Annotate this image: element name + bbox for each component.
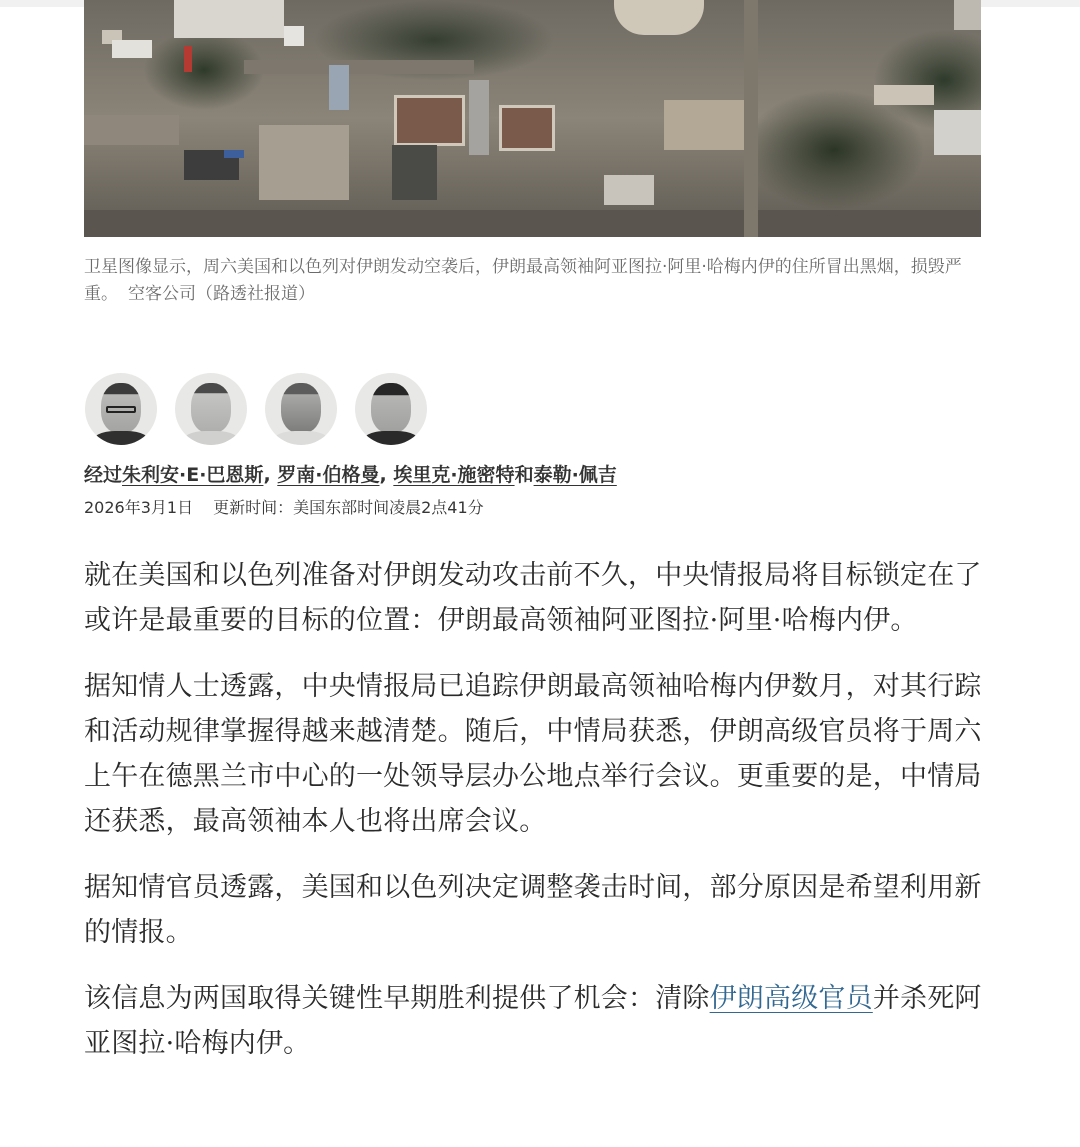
article-body: [84, 553, 984, 1087]
caption-text: 卫星图像显示，周六美国和以色列对伊朗发动空袭后，伊朗最高领袖阿亚图拉·阿里·哈梅内伊的住所冒出黑烟，损毁严重。: [84, 257, 962, 304]
hero-satellite-image: [84, 0, 981, 237]
author-avatar-bergman[interactable]: [175, 373, 247, 445]
dateline: [84, 495, 484, 518]
byline-prefix: 经过: [84, 464, 123, 486]
author-link-barnes[interactable]: 朱利安·E·巴恩斯: [122, 464, 264, 486]
updated-time: 更新时间：美国东部时间凌晨2点41分: [213, 498, 484, 517]
author-avatar-schmitt[interactable]: [265, 373, 337, 445]
byline: 经过朱利安·E·巴恩斯, 罗南·伯格曼, 埃里克·施密特和泰勒·佩吉: [84, 464, 617, 486]
author-link-bergman[interactable]: 罗南·伯格曼: [277, 464, 380, 486]
paragraph-1: 就在美国和以色列准备对伊朗发动攻击前不久，中央情报局将目标锁定在了或许是最重要的目标的位置：伊朗最高领袖阿亚图拉·阿里·哈梅内伊。: [84, 560, 982, 636]
author-link-pager[interactable]: 泰勒·佩吉: [533, 464, 617, 486]
image-credit: 空客公司（路透社报道）: [128, 284, 315, 304]
image-caption: [84, 254, 964, 308]
iran-senior-officials-link[interactable]: 伊朗高级官员: [709, 983, 873, 1014]
paragraph-4: 该信息为两国取得关键性早期胜利提供了机会：清除伊朗高级官员并杀死阿亚图拉·哈梅内伊。: [84, 983, 982, 1059]
author-avatar-barnes[interactable]: [85, 373, 157, 445]
author-avatar-pager[interactable]: [355, 373, 427, 445]
published-date: 2026年3月1日: [84, 498, 194, 517]
paragraph-3: 据知情官员透露，美国和以色列决定调整袭击时间，部分原因是希望利用新的情报。: [84, 872, 982, 948]
author-link-schmitt[interactable]: 埃里克·施密特: [393, 464, 515, 486]
author-avatars: [85, 373, 427, 445]
glasses-icon: [106, 406, 136, 413]
paragraph-2: 据知情人士透露，中央情报局已追踪伊朗最高领袖哈梅内伊数月，对其行踪和活动规律掌握得越来越清楚。随后，中情局获悉，伊朗高级官员将于周六上午在德黑兰市中心的一处领导层办公地点举行会议。更重要的是，中情局还获悉，最高领袖本人也将出席会议。: [84, 671, 982, 837]
